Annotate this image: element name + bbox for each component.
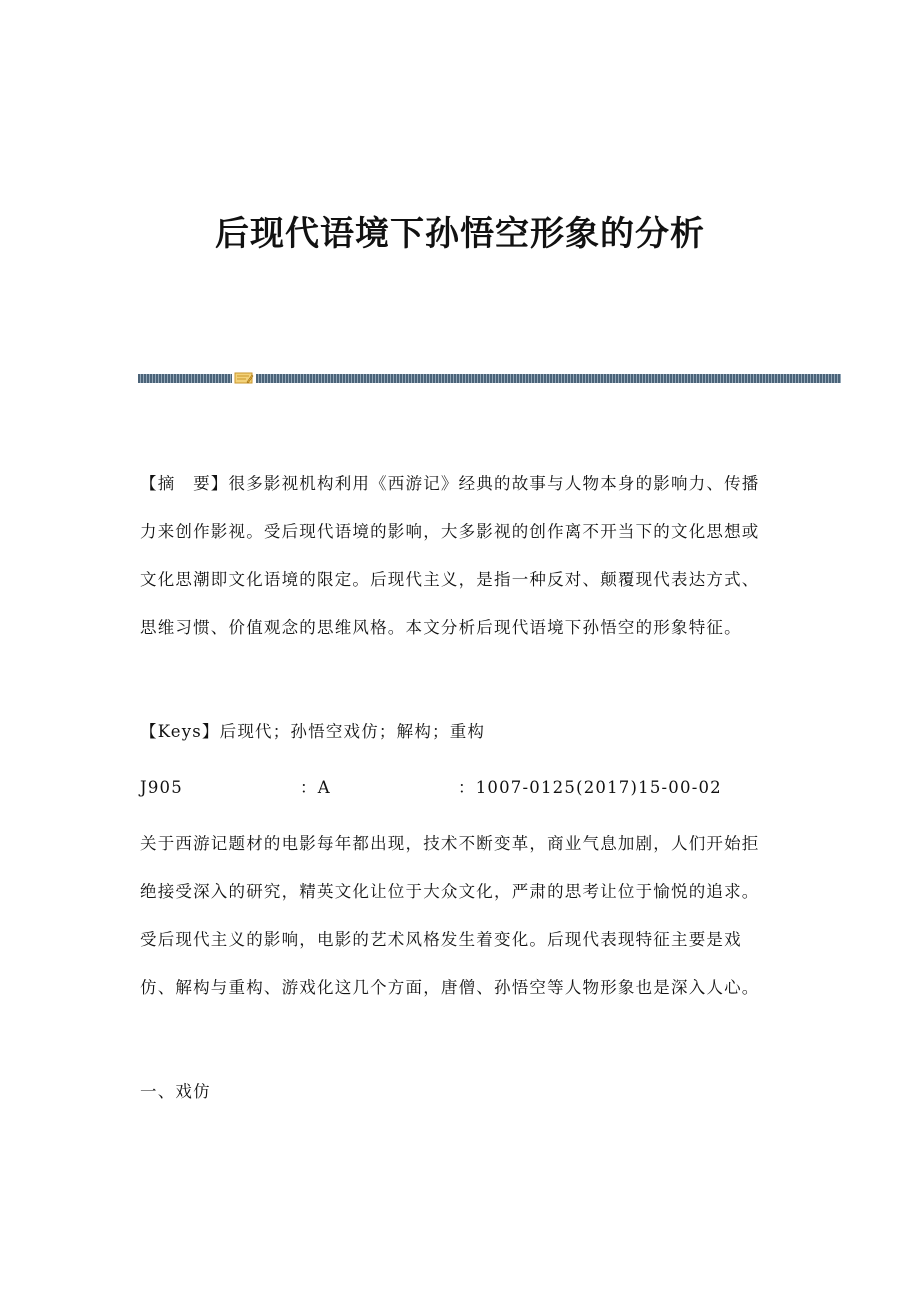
classification-code: J905 [140, 778, 183, 797]
body-paragraph: 关于西游记题材的电影每年都出现，技术不断变革，商业气息加剧，人们开始拒绝接受深入的研究，精英文化让位于大众文化，严肃的思考让位于愉悦的追求。受后现代主义的影响，电影的艺术风格发生着变化。后现代表现特征主要是戏仿、解构与重构、游戏化这几个方面，唐僧、孙悟空等人物形象也是深入人心。 [140, 834, 760, 997]
document-code: ：A [300, 778, 331, 797]
title-divider-right [256, 374, 841, 383]
pencil-ornament-icon [234, 371, 254, 385]
abstract-paragraph: 【摘 要】很多影视机构利用《西游记》经典的故事与人物本身的影响力、传播力来创作影视。受后现代语境的影响，大多影视的创作离不开当下的文化思想或文化思潮即文化语境的限定。后现代主义，是指一种反对、颠覆现代表达方式、思维习惯、价值观念的思维风格。本文分析后现代语境下孙悟空的形象特征。 [140, 474, 760, 637]
title-divider-left [138, 374, 232, 383]
document-title: 后现代语境下孙悟空形象的分析 [215, 214, 705, 254]
section-heading: 一、戏仿 [140, 1082, 211, 1101]
article-id: ：1007-0125(2017)15-00-02 [458, 778, 722, 797]
keywords-line: 【Keys】后现代；孙悟空戏仿；解构；重构 [140, 722, 486, 741]
